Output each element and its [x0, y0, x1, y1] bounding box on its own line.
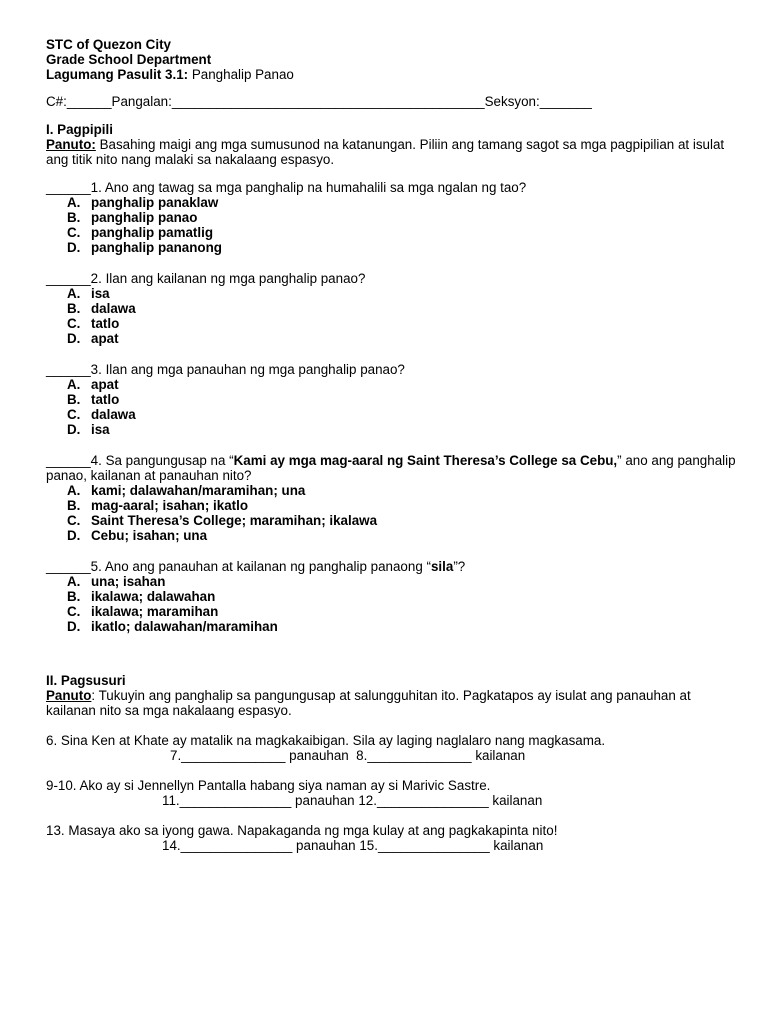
choice-item: C. ikalawa; maramihan — [67, 604, 219, 619]
choice-item: B. dalawa — [67, 301, 136, 316]
choice-list — [46, 195, 736, 255]
choice-item: B. panghalip panao — [67, 210, 198, 225]
question-5 — [46, 559, 736, 634]
quoted-word: sila — [430, 559, 454, 574]
item-sentence: 9-10. Ako ay si Jennellyn Pantalla habang siya naman ay si Marivic Sastre. — [46, 778, 491, 793]
choice-list — [46, 377, 736, 437]
question-text: ______5. Ano ang panauhan at kailanan ng panghalip panaong “sila”? — [46, 559, 466, 574]
choice-item: B. ikalawa; dalawahan — [67, 589, 216, 604]
student-info-line: C#:______Pangalan:__________________________________________Seksyon:_______ — [46, 94, 592, 109]
quoted-sentence: Kami ay mga mag-aaral ng Saint Theresa’s College sa Cebu, — [233, 453, 618, 468]
panuto-label: Panuto: — [46, 137, 96, 152]
choice-item: A. una; isahan — [67, 574, 166, 589]
panuto-text: : Tukuyin ang panghalip sa pangungusap at salungguhitan ito. Pagkatapos ay isulat ang panauhan at kailanan nito sa mga nakalaang espasyo. — [46, 688, 691, 718]
school-name: STC of Quezon City — [46, 37, 171, 52]
question-3 — [46, 362, 736, 437]
choice-item: C. dalawa — [67, 407, 136, 422]
part1-instructions — [46, 137, 736, 167]
question-text: ______4. Sa pangungusap na “Kami ay mga mag-aaral ng Saint Theresa’s College sa Cebu,” ano ang panghalip panao, kailanan at panauhan nito? — [46, 453, 740, 483]
part2-title: II. Pagsusuri — [46, 673, 126, 688]
choice-item: D. apat — [67, 331, 119, 346]
item-13 — [46, 823, 736, 853]
document-header — [46, 37, 736, 82]
item-9-10 — [46, 778, 736, 808]
choice-list — [46, 574, 736, 634]
choice-item: C. tatlo — [67, 316, 120, 331]
choice-list — [46, 483, 736, 543]
choice-item: A. apat — [67, 377, 119, 392]
choice-item: D. ikatlo; dalawahan/maramihan — [67, 619, 278, 634]
answer-line: 7.______________ panauhan 8.______________ kailanan — [170, 748, 526, 763]
choice-item: B. tatlo — [67, 392, 120, 407]
part1-title: I. Pagpipili — [46, 122, 113, 137]
item-sentence: 6. Sina Ken at Khate ay matalik na magkakaibigan. Sila ay laging naglalaro nang magkasama. — [46, 733, 606, 748]
quiz-title — [46, 67, 736, 82]
quiz-document — [46, 37, 740, 853]
answer-line: 14._______________ panauhan 15._______________ kailanan — [162, 838, 544, 853]
answer-line: 11._______________ panauhan 12._______________ kailanan — [162, 793, 543, 808]
choice-item: D. panghalip pananong — [67, 240, 222, 255]
item-6 — [46, 733, 736, 763]
part2-instructions — [46, 688, 736, 718]
choice-item: A. panghalip panaklaw — [67, 195, 219, 210]
choice-item: D. isa — [67, 422, 110, 437]
choice-item: C. panghalip pamatlig — [67, 225, 214, 240]
question-text: ______2. Ilan ang kailanan ng mga panghalip panao? — [46, 271, 366, 286]
department-name: Grade School Department — [46, 52, 212, 67]
question-2 — [46, 271, 736, 346]
choice-item: C. Saint Theresa’s College; maramihan; ikalawa — [67, 513, 378, 528]
choice-item: A. isa — [67, 286, 110, 301]
question-4 — [46, 453, 740, 543]
choice-item: D. Cebu; isahan; una — [67, 528, 208, 543]
choice-item: B. mag-aaral; isahan; ikatlo — [67, 498, 249, 513]
question-1 — [46, 180, 736, 255]
panuto-text: Basahing maigi ang mga sumusunod na katanungan. Piliin ang tamang sagot sa mga pagpipilian at isulat ang titik nito nang malaki sa nakalaang espasyo. — [46, 137, 725, 167]
choice-item: A. kami; dalawahan/maramihan; una — [67, 483, 306, 498]
panuto-label: Panuto — [46, 688, 92, 703]
quiz-topic: Panghalip Panao — [188, 67, 294, 82]
item-sentence: 13. Masaya ako sa iyong gawa. Napakaganda ng mga kulay at ang pagkakapinta nito! — [46, 823, 558, 838]
quiz-label: Lagumang Pasulit 3.1: — [46, 67, 189, 82]
question-text: ______1. Ano ang tawag sa mga panghalip na humahalili sa mga ngalan ng tao? — [46, 180, 527, 195]
question-text: ______3. Ilan ang mga panauhan ng mga panghalip panao? — [46, 362, 405, 377]
choice-list — [46, 286, 736, 346]
